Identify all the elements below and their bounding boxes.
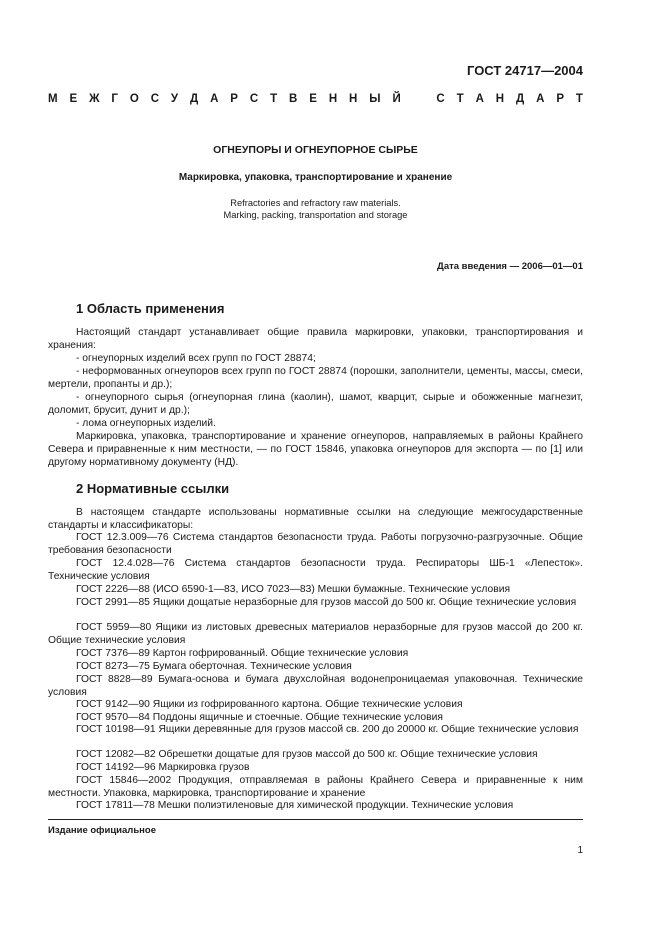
banner-letter: Е bbox=[69, 93, 78, 105]
normative-reference: ГОСТ 17811—78 Мешки полиэтиленовые для химической продукции. Технические условия bbox=[76, 800, 514, 811]
document-subtitle: Маркировка, упаковка, транспортирование и хранение bbox=[178, 172, 453, 183]
english-title-line: Marking, packing, transportation and storage bbox=[223, 209, 408, 220]
banner-letter: Д bbox=[189, 93, 199, 105]
banner-letter: Т bbox=[456, 93, 464, 105]
banner-letter: Й bbox=[392, 93, 401, 105]
banner-letter: Р bbox=[556, 93, 565, 105]
banner-letter: Н bbox=[328, 93, 338, 105]
banner-letter: Н bbox=[495, 93, 505, 105]
banner-letter: С bbox=[150, 93, 159, 105]
banner-letter: А bbox=[536, 93, 545, 105]
section-1-paragraph: Настоящий стандарт устанавливает общие правила маркировки, упаковки, транспортирования и хранения: bbox=[48, 327, 583, 351]
normative-reference: ГОСТ 15846—2002 Продукция, отправляемая в районы Крайнего Севера и приравненные к ним местности. Упаковка, маркировка, транспортирование и хранение bbox=[48, 775, 583, 799]
banner-letter: А bbox=[475, 93, 484, 105]
normative-reference: ГОСТ 9142—90 Ящики из гофрированного картона. Общие технические условия bbox=[76, 699, 463, 710]
normative-reference: ГОСТ 7376—89 Картон гофрированный. Общие технические условия bbox=[76, 648, 409, 659]
banner-letter: А bbox=[210, 93, 219, 105]
normative-reference: ГОСТ 12.4.028—76 Система стандартов безопасности труда. Респираторы ШБ-1 «Лепесток». Технические условия bbox=[48, 558, 583, 582]
banner-letter: О bbox=[129, 93, 139, 105]
normative-reference: ГОСТ 8828—89 Бумага-основа и бумага двухслойная водонепроницаемая упаковочная. Технические условия bbox=[48, 674, 583, 698]
footer-divider bbox=[48, 819, 583, 820]
standard-banner bbox=[48, 93, 583, 105]
banner-letter: Т bbox=[270, 93, 278, 105]
scope-list-item: - огнеупорных изделий всех групп по ГОСТ 28874; bbox=[76, 353, 316, 364]
banner-letter: Ж bbox=[89, 93, 100, 105]
section-1-heading: 1 Область применения bbox=[76, 301, 225, 316]
scope-list-item: - огнеупорного сырья (огнеупорная глина (каолин), шамот, кварцит, сырые и обожженные магнезит, доломит, брусит, дунит и др.); bbox=[48, 392, 583, 416]
english-title bbox=[0, 198, 631, 221]
section-2-heading: 2 Нормативные ссылки bbox=[76, 481, 230, 496]
banner-letter: С bbox=[249, 93, 259, 105]
normative-reference: ГОСТ 2226—88 (ИСО 6590-1—83, ИСО 7023—83) Мешки бумажные. Технические условия bbox=[76, 584, 511, 595]
page-number: 1 bbox=[577, 845, 583, 856]
banner-letter: Е bbox=[309, 93, 317, 105]
normative-reference: ГОСТ 2991—85 Ящики дощатые неразборные для грузов массой до 500 кг. Общие технические условия bbox=[76, 597, 577, 608]
normative-reference: ГОСТ 12082—82 Обрешетки дощатые для грузов массой до 500 кг. Общие технические условия bbox=[76, 749, 538, 760]
english-title-line: Refractories and refractory raw materials. bbox=[230, 198, 401, 208]
banner-letter: Ы bbox=[369, 93, 381, 105]
document-title: ОГНЕУПОРЫ И ОГНЕУПОРНОЕ СЫРЬЕ bbox=[213, 144, 418, 156]
scope-list-item: - неформованных огнеупоров всех групп по ГОСТ 28874 (порошки, заполнители, цементы, массы, смеси, мертели, пропанты и др.); bbox=[48, 366, 583, 390]
banner-letter: Г bbox=[111, 93, 118, 105]
normative-reference: ГОСТ 8273—75 Бумага оберточная. Технические условия bbox=[76, 661, 352, 672]
banner-letter: Н bbox=[349, 93, 358, 105]
normative-reference: ГОСТ 12.3.009—76 Система стандартов безопасности труда. Работы погрузочно-разгрузочные. Общие требования безопасности bbox=[48, 532, 583, 556]
normative-reference: ГОСТ 9570—84 Поддоны ящичные и стоечные. Общие технические условия bbox=[76, 712, 443, 723]
banner-letter: Д bbox=[516, 93, 525, 105]
banner-letter: М bbox=[48, 93, 58, 105]
banner-letter: Т bbox=[575, 93, 583, 105]
document-code: ГОСТ 24717—2004 bbox=[467, 63, 583, 78]
normative-reference: ГОСТ 10198—91 Ящики деревянные для грузов массой св. 200 до 20000 кг. Общие технические условия bbox=[76, 724, 579, 735]
scope-list-item: - лома огнеупорных изделий. bbox=[76, 418, 216, 429]
banner-letter: У bbox=[170, 93, 179, 105]
normative-reference: ГОСТ 14192—96 Маркировка грузов bbox=[76, 762, 250, 773]
normative-reference: ГОСТ 5959—80 Ящики из листовых древесных материалов неразборные для грузов массой до 200 кг. Общие технические условия bbox=[48, 622, 583, 646]
introduction-date: Дата введения — 2006—01—01 bbox=[437, 261, 583, 272]
banner-letter: В bbox=[289, 93, 298, 105]
official-edition-label: Издание официальное bbox=[48, 825, 156, 836]
banner-letter: С bbox=[436, 93, 445, 105]
section-1-paragraph: Маркировка, упаковка, транспортирование и хранение огнеупоров, направляемых в районы Крайнего Севера и приравненные к ним местности, — по ГОСТ 15846, упаковка огнеупоров для экспорта — по [1] или другому нормативному документу (НД). bbox=[48, 431, 583, 468]
section-2-paragraph: В настоящем стандарте использованы нормативные ссылки на следующие межгосударственные стандарты и классификаторы: bbox=[48, 507, 583, 531]
banner-letter: Р bbox=[230, 93, 238, 105]
